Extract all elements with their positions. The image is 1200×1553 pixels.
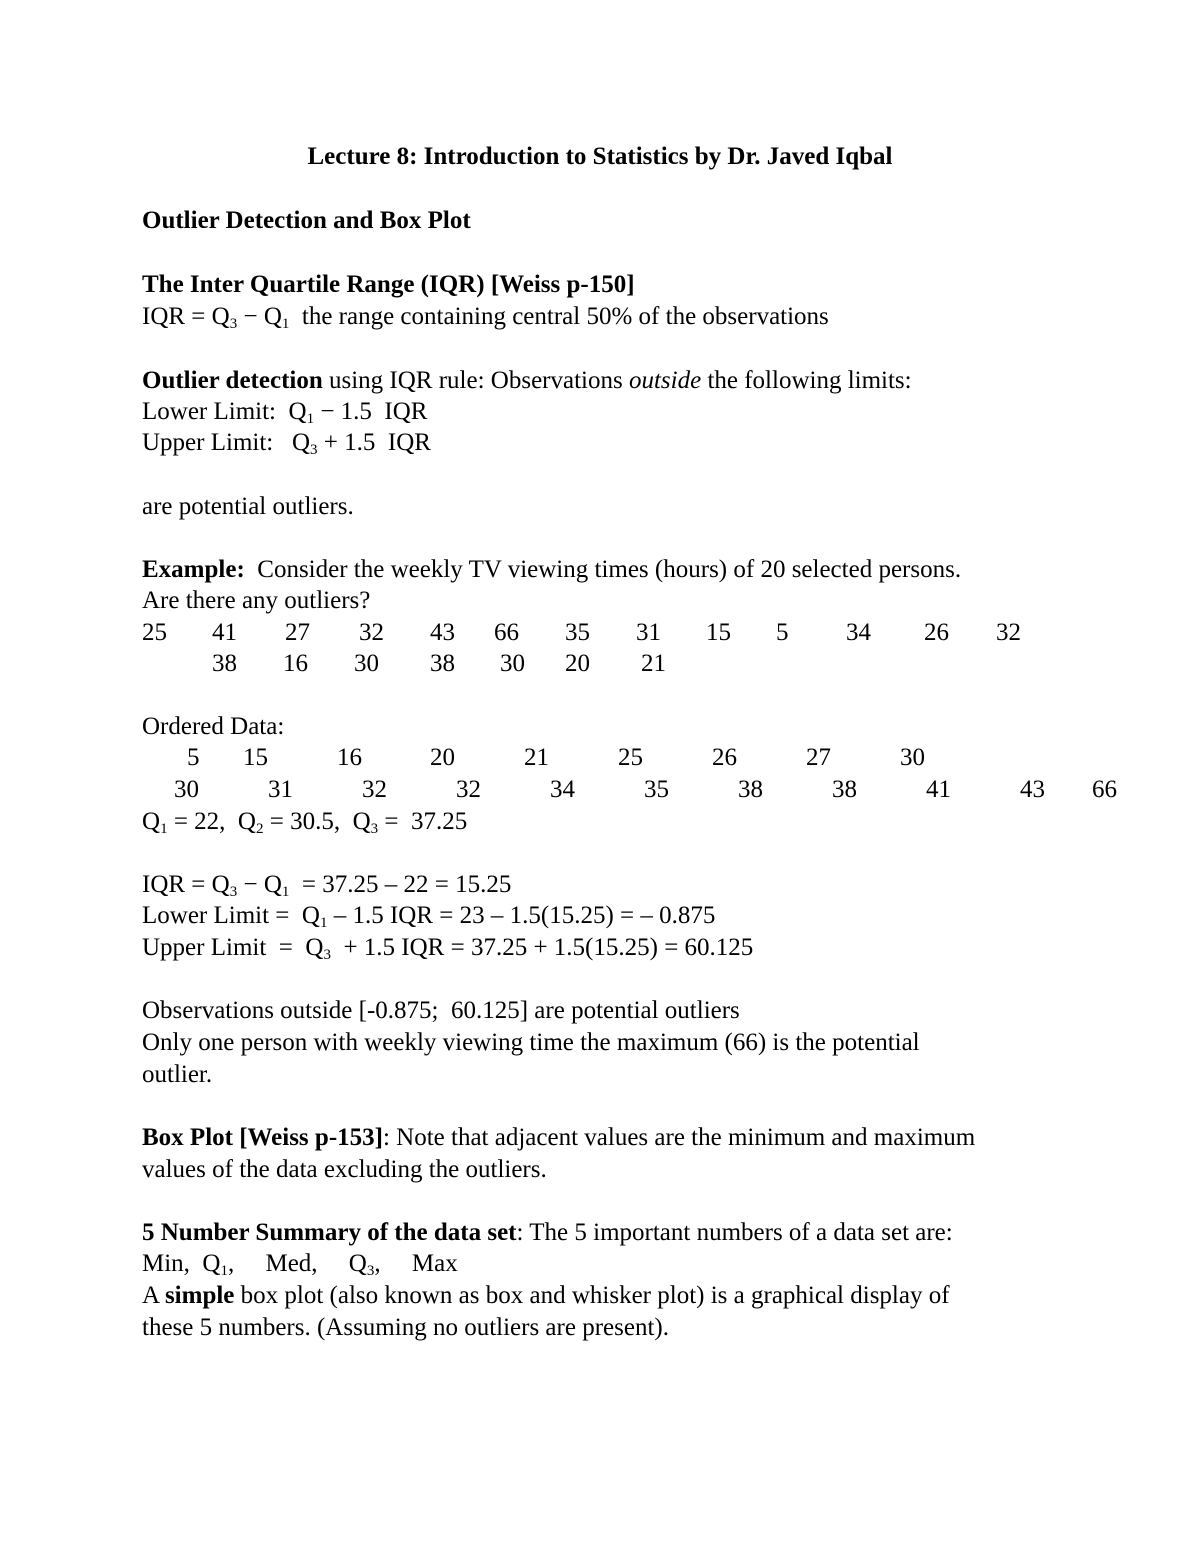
data-value: 32 — [996, 619, 1021, 646]
iqr-definition: IQR = $Q_3 - Q_1$ the range containing central 50% of the observations — [142, 303, 829, 332]
data-value: 38 — [430, 650, 455, 677]
boxplot-paragraph-cont: values of the data excluding the outliers. — [142, 1156, 547, 1183]
data-value: 43 — [1020, 776, 1045, 803]
upper-limit-rule: Upper Limit: $Q_3 + 1.5$ IQR — [142, 429, 431, 458]
data-value: 66 — [1092, 776, 1117, 803]
data-value: 5 — [187, 744, 200, 771]
data-value: 25 — [142, 619, 167, 646]
five-number-heading: 5 Number Summary of the data set: The 5 important numbers of a data set are: — [142, 1219, 953, 1246]
data-value: 16 — [283, 650, 308, 677]
data-value: 31 — [636, 619, 661, 646]
section-heading: Outlier Detection and Box Plot — [142, 207, 471, 234]
data-value: 21 — [641, 650, 666, 677]
data-value: 26 — [924, 619, 949, 646]
data-value: 15 — [243, 744, 268, 771]
lower-limit-rule: Lower Limit: $Q_1 - 1.5$ IQR — [142, 398, 428, 427]
data-value: 34 — [550, 776, 575, 803]
boxplot-paragraph: Box Plot [Weiss p-153]: Note that adjacent values are the minimum and maximum — [142, 1124, 976, 1151]
outlier-rule: Outlier detection using IQR rule: Observations outside the following limits: — [142, 367, 912, 394]
simple-boxplot-desc-cont: these 5 numbers. (Assuming no outliers are present). — [142, 1314, 669, 1341]
data-value: 41 — [212, 619, 237, 646]
data-value: 32 — [362, 776, 387, 803]
iqr-calculation: IQR = $Q_3 - Q_1 = 37.25 - 22 = 15.25$ — [142, 871, 512, 900]
data-value: 30 — [900, 744, 925, 771]
iqr-heading: The Inter Quartile Range (IQR) [Weiss p-150] — [142, 271, 635, 298]
data-value: 34 — [846, 619, 871, 646]
data-value: 38 — [738, 776, 763, 803]
data-value: 30 — [174, 776, 199, 803]
data-value: 30 — [500, 650, 525, 677]
data-value: 5 — [776, 619, 789, 646]
data-value: 35 — [565, 619, 590, 646]
quartiles-line: $Q_1 = 22$, $Q_2 = 30.5$, $Q_3 = 37.25$ — [142, 808, 468, 837]
data-value: 38 — [212, 650, 237, 677]
page-title: Lecture 8: Introduction to Statistics by Dr. Javed Iqbal — [307, 143, 893, 170]
data-value: 30 — [354, 650, 379, 677]
five-number-list: Min, $Q_1$, Med, $Q_3$, Max — [142, 1250, 458, 1279]
only-one-line-cont: outlier. — [142, 1061, 213, 1088]
data-value: 43 — [430, 619, 455, 646]
lower-limit-calculation: Lower Limit = $Q_1 - 1.5$ IQR = 23 – 1.5(15.25) = – 0.875 — [142, 902, 716, 931]
data-value: 32 — [359, 619, 384, 646]
outlier-conclusion: are potential outliers. — [142, 493, 354, 520]
data-value: 41 — [926, 776, 951, 803]
data-value: 32 — [456, 776, 481, 803]
upper-limit-calculation: Upper Limit = $Q_3 + 1.5$ IQR = 37.25 + 1.5(15.25) = 60.125 — [142, 934, 754, 963]
only-one-line: Only one person with weekly viewing time the maximum (66) is the potential — [142, 1029, 920, 1056]
data-value: 38 — [832, 776, 857, 803]
data-value: 66 — [494, 619, 519, 646]
data-value: 27 — [285, 619, 310, 646]
example-question: Are there any outliers? — [142, 587, 371, 614]
data-value: 31 — [268, 776, 293, 803]
data-value: 16 — [337, 744, 362, 771]
data-value: 27 — [806, 744, 831, 771]
data-value: 15 — [706, 619, 731, 646]
data-value: 25 — [618, 744, 643, 771]
data-value: 21 — [524, 744, 549, 771]
data-value: 35 — [644, 776, 669, 803]
simple-boxplot-desc: A simple box plot (also known as box and whisker plot) is a graphical display of — [142, 1282, 950, 1309]
data-value: 20 — [430, 744, 455, 771]
ordered-data-label: Ordered Data: — [142, 713, 285, 740]
data-value: 26 — [712, 744, 737, 771]
example-intro: Example: Consider the weekly TV viewing times (hours) of 20 selected persons. — [142, 556, 962, 583]
observations-outside-line: Observations outside [-0.875; 60.125] are potential outliers — [142, 997, 740, 1024]
data-value: 20 — [565, 650, 590, 677]
